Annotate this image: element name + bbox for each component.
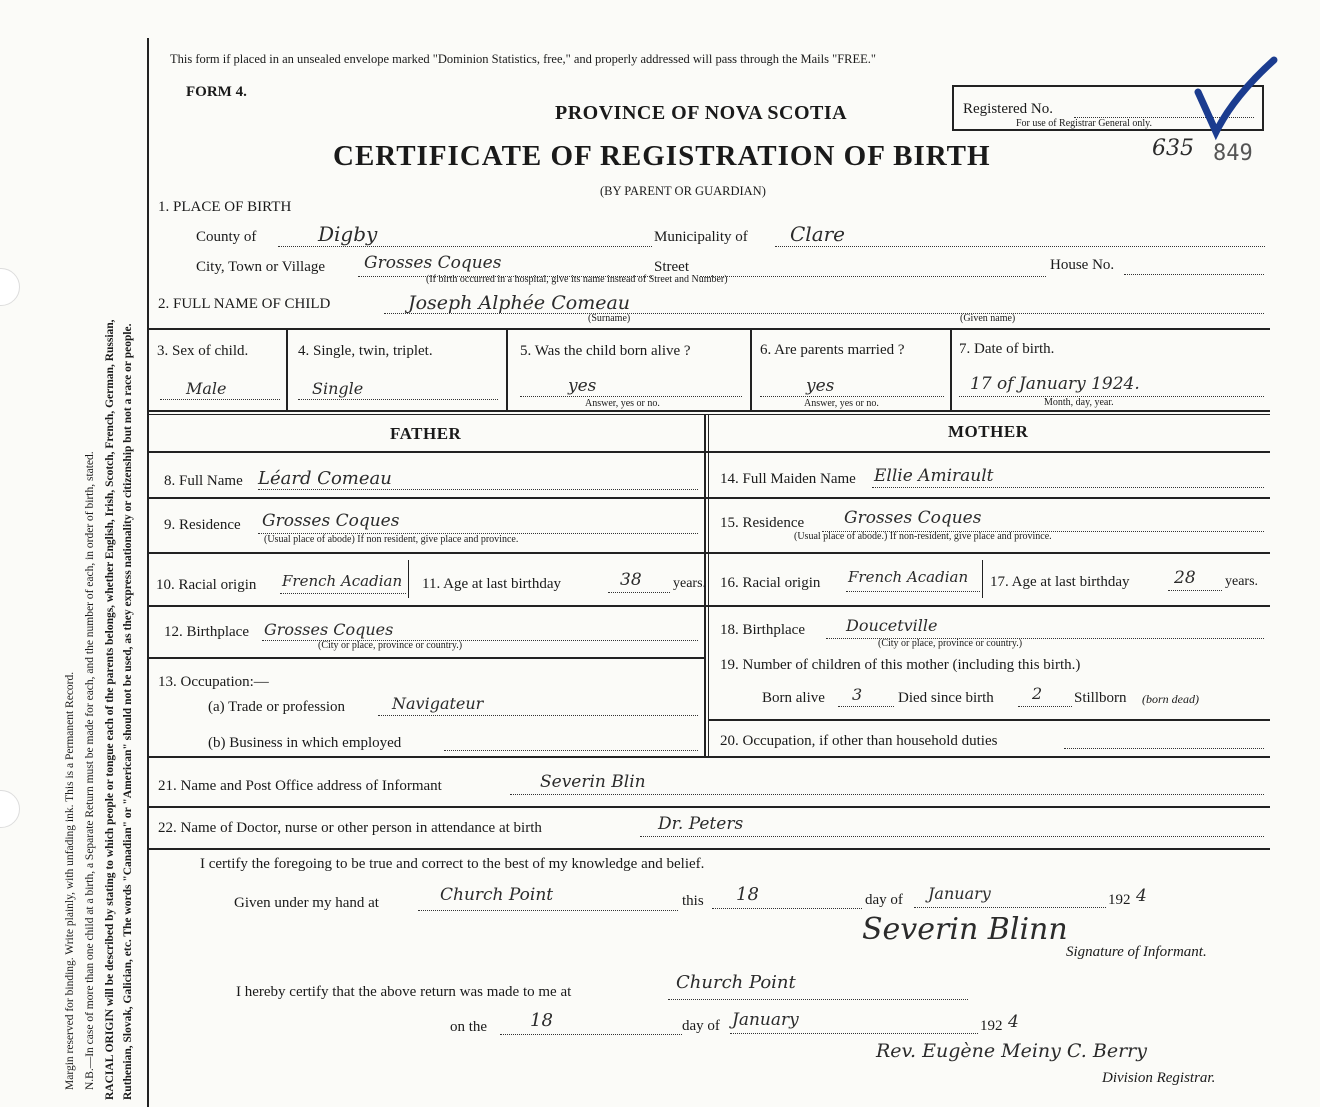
place-of-birth-label: 1. PLACE OF BIRTH <box>158 199 292 215</box>
registrar-place-value: Church Point <box>676 972 796 993</box>
father-residence-label: 9. Residence <box>164 517 241 533</box>
died-since-birth-value: 2 <box>1032 684 1043 703</box>
mother-birthplace-note: (City or place, province or country.) <box>878 638 1023 649</box>
mother-racial-value: French Acadian <box>848 568 969 586</box>
registrar-day-value: 18 <box>530 1010 553 1031</box>
father-years-label: years. <box>673 576 707 591</box>
born-alive-count-label: Born alive <box>762 690 825 706</box>
single-twin-value: Single <box>312 379 364 398</box>
given-month-value: January <box>928 884 991 903</box>
registered-label: Registered No. <box>963 101 1053 117</box>
father-trade-label: (a) Trade or profession <box>208 699 346 715</box>
margin-note-2: N.B.—In case of more than one child at a birth, a Separate Return must be made for each, and the number of each, in order of birth, stated. <box>84 451 96 1090</box>
registrar-year-prefix: 192 <box>980 1018 1003 1034</box>
street-label: Street <box>654 259 689 275</box>
punch-hole <box>0 268 20 306</box>
informant-value: Severin Blin <box>540 772 646 792</box>
father-age-value: 38 <box>620 570 642 590</box>
parents-married-note: Answer, yes or no. <box>804 398 879 409</box>
registrar-signature-label: Division Registrar. <box>1102 1070 1216 1086</box>
given-this-label: this <box>682 893 704 909</box>
mother-birthplace-label: 18. Birthplace <box>720 622 805 638</box>
father-racial-value: French Acadian <box>282 572 403 590</box>
father-birthplace-label: 12. Birthplace <box>164 624 249 640</box>
father-birthplace-value: Grosses Coques <box>264 620 394 639</box>
mother-years-label: years. <box>1225 574 1259 589</box>
father-occupation-label: 13. Occupation:— <box>158 674 269 690</box>
binding-line <box>147 38 149 1107</box>
given-year-digit: 4 <box>1136 886 1147 906</box>
mother-residence-note: (Usual place of abode.) If non-resident, give place and province. <box>794 531 1052 542</box>
registration-number-stamped: 849 <box>1213 141 1253 166</box>
single-twin-label: 4. Single, twin, triplet. <box>298 343 433 359</box>
province-heading: PROVINCE OF NOVA SCOTIA <box>555 102 848 124</box>
certificate-title: CERTIFICATE OF REGISTRATION OF BIRTH <box>333 140 991 172</box>
given-day-value: 18 <box>736 884 759 905</box>
city-note: (If birth occurred in a hospital, give its name instead of Street and Number) <box>426 274 728 285</box>
informant-signature: Severin Blinn <box>862 912 1068 947</box>
mother-children-label: 19. Number of children of this mother (including this birth.) <box>720 657 1081 673</box>
city-value: Grosses Coques <box>364 253 502 273</box>
house-number-label: House No. <box>1050 257 1115 273</box>
registrar-month-value: January <box>732 1010 799 1030</box>
sex-label: 3. Sex of child. <box>157 343 249 359</box>
form-number: FORM 4. <box>186 84 247 100</box>
mail-notice: This form if placed in an unsealed envelope marked "Dominion Statistics, free," and properly addressed will pass through the Mails "FREE." <box>170 52 877 66</box>
mother-name-label: 14. Full Maiden Name <box>720 471 856 487</box>
registrar-on-label: on the <box>450 1019 488 1035</box>
city-label: City, Town or Village <box>196 259 326 275</box>
born-alive-label: 5. Was the child born alive ? <box>520 343 691 359</box>
date-of-birth-label: 7. Date of birth. <box>959 341 1055 357</box>
doctor-value: Dr. Peters <box>658 814 744 834</box>
parents-married-label: 6. Are parents married ? <box>760 342 905 358</box>
mother-occupation-label: 20. Occupation, if other than household duties <box>720 733 998 749</box>
father-racial-label: 10. Racial origin <box>156 577 257 593</box>
date-of-birth-value: 17 of January 1924. <box>970 374 1140 394</box>
mother-age-value: 28 <box>1174 568 1196 588</box>
check-mark-icon <box>1190 52 1280 144</box>
margin-note-3: RACIAL ORIGIN will be described by stating to which people or tongue each of the parents belongs, whether English, Irish, Scotch, French, German, Russian, <box>104 319 116 1100</box>
registrar-signature: Rev. Eugène Meiny C. Berry <box>876 1040 1147 1062</box>
given-year-prefix: 192 <box>1108 892 1131 908</box>
died-since-birth-label: Died since birth <box>898 690 994 706</box>
doctor-label: 22. Name of Doctor, nurse or other person in attendance at birth <box>158 820 542 836</box>
certify-statement: I certify the foregoing to be true and correct to the best of my knowledge and belief. <box>200 856 705 872</box>
mother-birthplace-value: Doucetville <box>846 616 938 635</box>
surname-note: (Surname) <box>588 313 631 324</box>
mother-heading: MOTHER <box>948 422 1029 441</box>
margin-note-4: Ruthenian, Slovak, Galician, etc. The words "Canadian" or "American" should not be used, as they express nationality or citizenship but not a race or people. <box>122 323 134 1100</box>
father-heading: FATHER <box>390 424 462 443</box>
parents-married-value: yes <box>806 376 835 396</box>
municipality-value: Clare <box>790 222 846 246</box>
given-dayof-label: day of <box>865 892 903 908</box>
mother-racial-label: 16. Racial origin <box>720 575 821 591</box>
given-at-value: Church Point <box>440 885 554 905</box>
sex-value: Male <box>186 379 227 398</box>
child-name-label: 2. FULL NAME OF CHILD <box>158 296 331 312</box>
given-at-label: Given under my hand at <box>234 895 379 911</box>
mother-residence-label: 15. Residence <box>720 515 805 531</box>
born-alive-count-value: 3 <box>852 685 863 704</box>
stillborn-note: (born dead) <box>1142 692 1199 706</box>
father-residence-value: Grosses Coques <box>262 511 400 531</box>
given-name-note: (Given name) <box>960 313 1016 324</box>
registration-number-handwritten: 635 <box>1152 136 1194 161</box>
father-name-label: 8. Full Name <box>164 473 243 489</box>
father-trade-value: Navigateur <box>392 694 484 713</box>
margin-note-1: Margin reserved for binding. Write plainly, with unfading ink. This is a Permanent Record. <box>64 671 76 1090</box>
punch-hole <box>0 790 20 828</box>
registrar-year-digit: 4 <box>1008 1012 1019 1032</box>
mother-residence-value: Grosses Coques <box>844 508 982 528</box>
registrar-statement: I hereby certify that the above return was made to me at <box>236 984 572 1000</box>
informant-signature-label: Signature of Informant. <box>1066 944 1207 960</box>
registrar-dayof-label: day of <box>682 1018 720 1034</box>
born-alive-value: yes <box>568 376 597 396</box>
county-value: Digby <box>318 222 378 246</box>
child-name-value: Joseph Alphée Comeau <box>408 292 631 314</box>
father-name-value: Léard Comeau <box>258 468 392 489</box>
father-age-label: 11. Age at last birthday <box>422 576 561 592</box>
mother-age-label: 17. Age at last birthday <box>990 574 1130 590</box>
date-of-birth-note: Month, day, year. <box>1044 397 1114 408</box>
mother-name-value: Ellie Amirault <box>874 466 994 486</box>
father-business-label: (b) Business in which employed <box>208 735 402 751</box>
county-label: County of <box>196 229 257 245</box>
stillborn-label: Stillborn <box>1074 690 1127 706</box>
registered-note: For use of Registrar General only. <box>1016 118 1152 129</box>
municipality-label: Municipality of <box>654 229 748 245</box>
father-residence-note: (Usual place of abode) If non resident, give place and province. <box>264 534 519 545</box>
certificate-subtitle: (BY PARENT OR GUARDIAN) <box>600 184 766 198</box>
born-alive-note: Answer, yes or no. <box>585 398 660 409</box>
informant-label: 21. Name and Post Office address of Informant <box>158 778 442 794</box>
father-birthplace-note: (City or place, province or country.) <box>318 640 463 651</box>
